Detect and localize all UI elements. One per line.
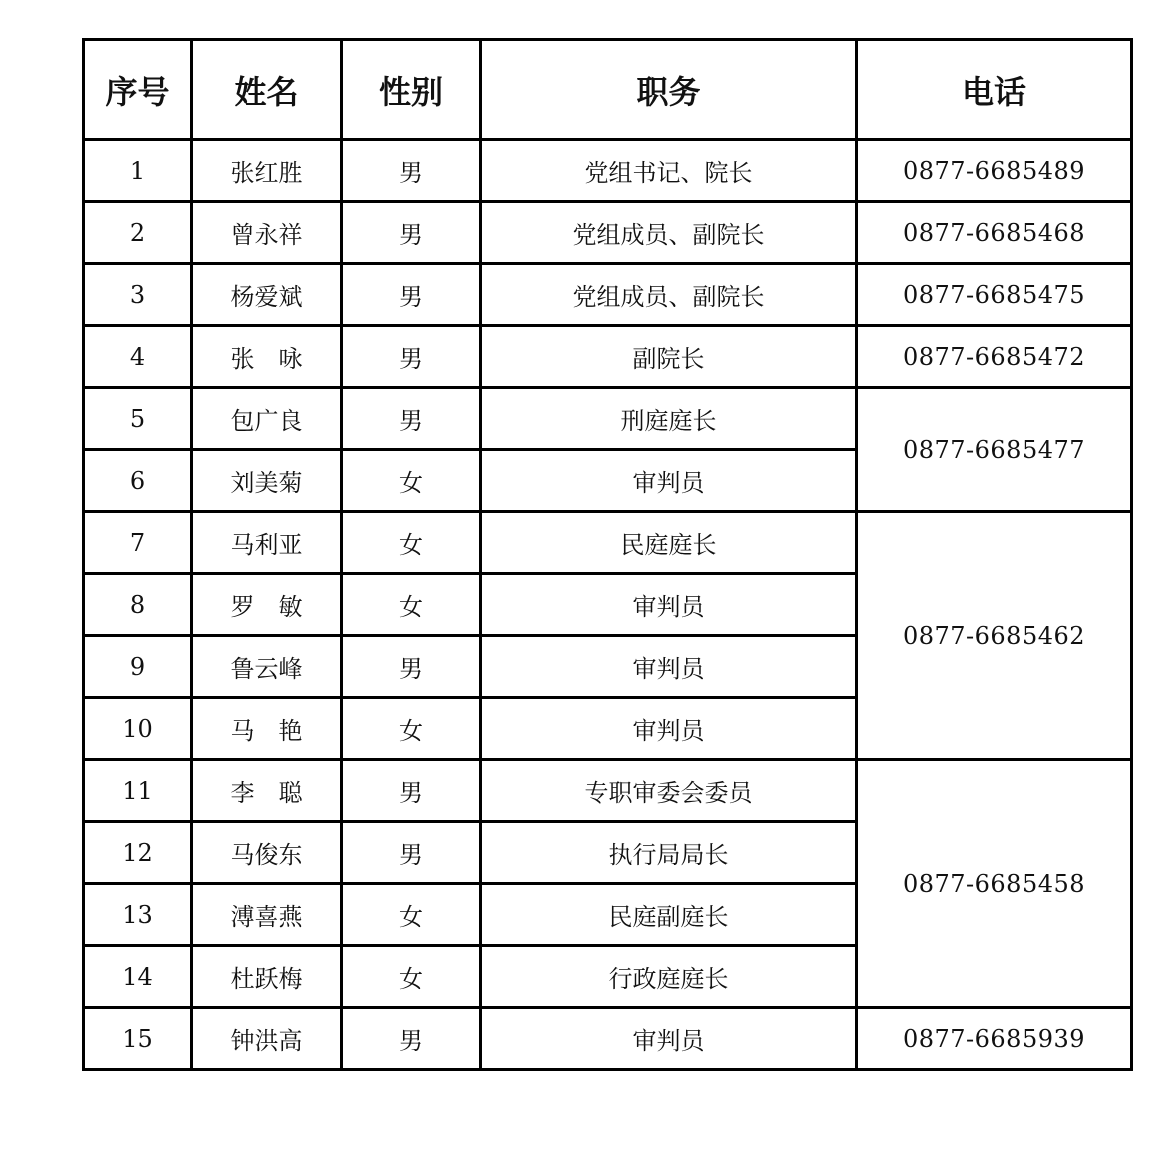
cell-gender: 男 — [342, 264, 481, 326]
cell-title: 行政庭庭长 — [481, 946, 857, 1008]
header-name: 姓名 — [192, 40, 342, 140]
cell-gender: 女 — [342, 450, 481, 512]
table-row — [84, 760, 1132, 822]
cell-number: 7 — [84, 512, 192, 574]
cell-phone: 0877-6685939 — [857, 1008, 1132, 1070]
cell-gender: 女 — [342, 698, 481, 760]
header-phone: 电话 — [857, 40, 1132, 140]
cell-number: 8 — [84, 574, 192, 636]
cell-phone: 0877-6685468 — [857, 202, 1132, 264]
cell-title: 审判员 — [481, 450, 857, 512]
cell-gender: 女 — [342, 946, 481, 1008]
table-row — [84, 140, 1132, 202]
cell-name: 张红胜 — [192, 140, 342, 202]
cell-number: 9 — [84, 636, 192, 698]
cell-number: 3 — [84, 264, 192, 326]
cell-phone: 0877-6685462 — [857, 512, 1132, 760]
cell-phone: 0877-6685477 — [857, 388, 1132, 512]
cell-title: 党组书记、院长 — [481, 140, 857, 202]
cell-name: 罗 敏 — [192, 574, 342, 636]
cell-gender: 男 — [342, 636, 481, 698]
cell-title: 审判员 — [481, 1008, 857, 1070]
header-number: 序号 — [84, 40, 192, 140]
cell-number: 15 — [84, 1008, 192, 1070]
table-row — [84, 326, 1132, 388]
cell-gender: 男 — [342, 388, 481, 450]
table-row — [84, 388, 1132, 450]
cell-title: 党组成员、副院长 — [481, 202, 857, 264]
cell-number: 11 — [84, 760, 192, 822]
cell-number: 6 — [84, 450, 192, 512]
cell-name: 曾永祥 — [192, 202, 342, 264]
cell-gender: 女 — [342, 512, 481, 574]
cell-name: 李 聪 — [192, 760, 342, 822]
table-row — [84, 264, 1132, 326]
cell-phone: 0877-6685475 — [857, 264, 1132, 326]
cell-gender: 男 — [342, 326, 481, 388]
table-row — [84, 512, 1132, 574]
cell-phone: 0877-6685458 — [857, 760, 1132, 1008]
table-header-row — [84, 40, 1132, 140]
table-row — [84, 1008, 1132, 1070]
cell-name: 马俊东 — [192, 822, 342, 884]
cell-name: 张 咏 — [192, 326, 342, 388]
cell-gender: 男 — [342, 140, 481, 202]
cell-number: 14 — [84, 946, 192, 1008]
cell-title: 民庭副庭长 — [481, 884, 857, 946]
cell-gender: 男 — [342, 822, 481, 884]
cell-title: 刑庭庭长 — [481, 388, 857, 450]
cell-name: 包广良 — [192, 388, 342, 450]
cell-name: 刘美菊 — [192, 450, 342, 512]
cell-name: 杨爱斌 — [192, 264, 342, 326]
cell-name: 马利亚 — [192, 512, 342, 574]
header-title: 职务 — [481, 40, 857, 140]
cell-gender: 男 — [342, 1008, 481, 1070]
cell-title: 民庭庭长 — [481, 512, 857, 574]
cell-number: 12 — [84, 822, 192, 884]
cell-title: 副院长 — [481, 326, 857, 388]
cell-gender: 女 — [342, 884, 481, 946]
cell-title: 执行局局长 — [481, 822, 857, 884]
cell-title: 审判员 — [481, 574, 857, 636]
cell-number: 5 — [84, 388, 192, 450]
cell-gender: 男 — [342, 760, 481, 822]
cell-phone: 0877-6685489 — [857, 140, 1132, 202]
cell-title: 审判员 — [481, 636, 857, 698]
cell-number: 13 — [84, 884, 192, 946]
cell-name: 杜跃梅 — [192, 946, 342, 1008]
cell-title: 专职审委会委员 — [481, 760, 857, 822]
cell-number: 2 — [84, 202, 192, 264]
cell-number: 4 — [84, 326, 192, 388]
cell-gender: 男 — [342, 202, 481, 264]
header-gender: 性别 — [342, 40, 481, 140]
cell-name: 钟洪高 — [192, 1008, 342, 1070]
cell-gender: 女 — [342, 574, 481, 636]
cell-phone: 0877-6685472 — [857, 326, 1132, 388]
table-row — [84, 202, 1132, 264]
cell-number: 1 — [84, 140, 192, 202]
cell-title: 审判员 — [481, 698, 857, 760]
cell-name: 马 艳 — [192, 698, 342, 760]
staff-phone-table — [82, 38, 1133, 1071]
cell-title: 党组成员、副院长 — [481, 264, 857, 326]
cell-name: 溥喜燕 — [192, 884, 342, 946]
cell-name: 鲁云峰 — [192, 636, 342, 698]
cell-number: 10 — [84, 698, 192, 760]
